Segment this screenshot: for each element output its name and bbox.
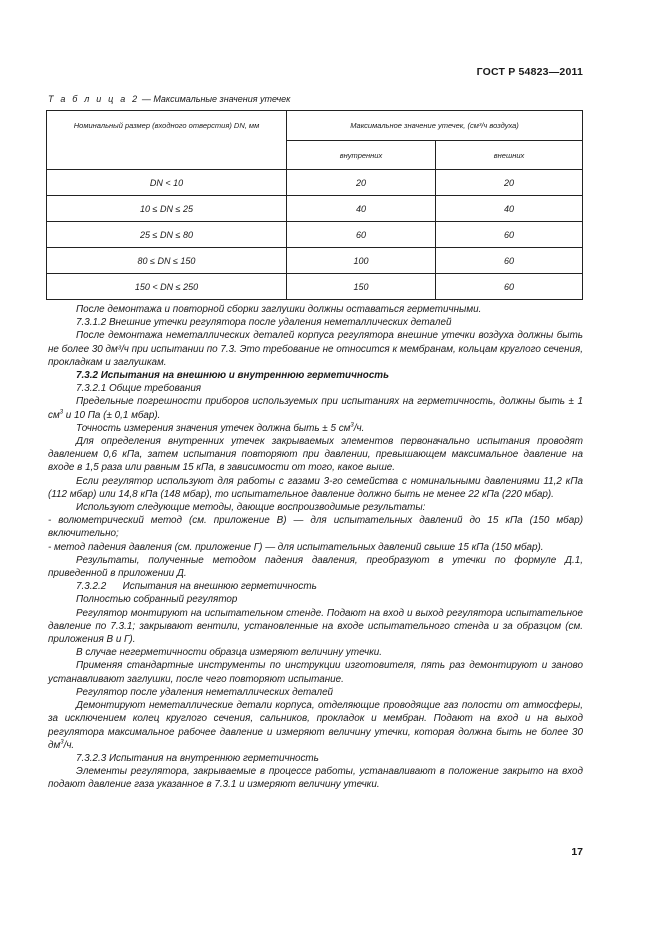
- paragraph: [48, 699, 583, 752]
- paragraph: После демонтажа неметаллических деталей корпуса регулятора внешние утечки воздуха должны быть не более 30 дм³/ч при испытании по 7.3. Это требование не относится к мембранам, кольцам круглого сечения, прокладкам и заглушкам.: [48, 330, 583, 368]
- cell-internal: 40: [287, 196, 436, 222]
- section-heading: 7.3.2 Испытания на внешнюю и внутреннюю герметичность: [76, 370, 389, 382]
- paragraph: Применяя стандартные инструменты по инструкции изготовителя, пять раз демонтируют и заново устанавливают заглушки, после чего повторяют испытание.: [48, 660, 583, 685]
- header-internal: внутренних: [287, 141, 436, 170]
- table-caption-title: — Максимальные значения утечек: [139, 94, 291, 104]
- paragraph: [48, 395, 583, 421]
- paragraph: Полностью собранный регулятор: [76, 594, 238, 606]
- cell-size: DN < 10: [47, 170, 287, 196]
- table-caption: [48, 94, 290, 104]
- superscript: 3: [60, 739, 64, 746]
- table-caption-label: Т а б л и ц а 2: [48, 94, 140, 104]
- subsection-heading: 7.3.1.2 Внешние утечки регулятора после удаления неметаллических деталей: [76, 317, 452, 329]
- cell-internal: 150: [287, 274, 436, 300]
- subsection-heading: 7.3.2.3 Испытания на внутреннюю герметичность: [76, 752, 319, 764]
- paragraph: В случае негерметичности образца измеряют величину утечки.: [76, 647, 383, 659]
- cell-size: 25 ≤ DN ≤ 80: [47, 222, 287, 248]
- paragraph: Регулятор после удаления неметаллических деталей: [76, 686, 334, 698]
- cell-external: 60: [436, 222, 583, 248]
- subsection-heading: 7.3.2.2 Испытания на внешнюю герметичность: [76, 581, 317, 593]
- table-row: [47, 222, 583, 248]
- paragraph: Результаты, полученные методом падения давления, преобразуют в утечки по формуле Д.1, приведенной в приложении Д.: [48, 554, 583, 580]
- superscript: 3: [59, 409, 64, 416]
- paragraph: Регулятор монтируют на испытательном стенде. Подают на вход и выход регулятора испытательное давление по 7.3.1; закрывают вентили, установленные на входе испытательного стенда и за образцом (см. приложения В и Г).: [48, 607, 583, 646]
- body-text: [48, 303, 583, 792]
- subsection-heading: 7.3.2.1 Общие требования: [76, 383, 202, 395]
- table-row: [47, 170, 583, 196]
- page-number: 17: [571, 846, 583, 858]
- table-row: [47, 196, 583, 222]
- cell-size: 80 ≤ DN ≤ 150: [47, 248, 287, 274]
- text-run: Точность измерения значения утечек должна быть ± 5 см: [76, 422, 351, 434]
- paragraph: Элементы регулятора, закрываемые в процессе работы, устанавливают в положение закрыто на вход подают давление газа указанное в 7.3.1 и измеряют величину утечки.: [48, 766, 583, 791]
- paragraph: После демонтажа и повторной сборки заглушки должны оставаться герметичными.: [76, 304, 482, 315]
- list-item: - метод падения давления (см. приложение Г) — для испытательных давлений свыше 15 кПа (150 мбар).: [48, 541, 544, 553]
- cell-internal: 100: [287, 248, 436, 274]
- paragraph: Используют следующие методы, дающие воспроизводимые результаты:: [76, 502, 426, 514]
- cell-external: 40: [436, 196, 583, 222]
- paragraph: Для определения внутренних утечек закрываемых элементов первоначально испытания проводят давлением 0,6 кПа, затем испытания повторяют при давлении, превышающем максимальное давление на входе в 1,5 раза или равным 15 кПа, в зависимости от того, какое выше.: [48, 436, 583, 474]
- paragraph: [48, 422, 583, 435]
- paragraph: Если регулятор используют для работы с газами 3-го семейства с номинальными давлениями 11,2 кПа (112 мбар) или 14,8 кПа (148 мбар), то испытательное давление должно быть не менее 22 кПа (220 мбар).: [48, 475, 583, 500]
- text-run: /ч.: [63, 739, 75, 751]
- cell-external: 60: [436, 274, 583, 300]
- text-run: /ч.: [353, 422, 365, 434]
- header-external: внешних: [436, 141, 583, 170]
- table-row: [47, 248, 583, 274]
- header-nominal-size: Номинальный размер (входного отверстия) DN, мм: [47, 111, 287, 170]
- text-run: Демонтируют неметаллические детали корпуса, отделяющие проводящие газ полости от атмосферы, за исключением колец круглого сечения, сальников, прокладок и мембран. Подают на вход и на выход регулятора максимальное рабочее давление и измеряют величину утечки, которая должна быть не более 30 дм: [48, 700, 583, 751]
- cell-size: 150 < DN ≤ 250: [47, 274, 287, 300]
- header-max-leak: Максимальное значение утечек, (см³/ч воздуха): [287, 111, 583, 141]
- cell-size: 10 ≤ DN ≤ 25: [47, 196, 287, 222]
- superscript: 3: [350, 422, 354, 429]
- table-row: [47, 274, 583, 300]
- list-item: - волюметрический метод (см. приложение В) — для испытательных давлений до 15 кПа (150 мбар) включительно;: [48, 515, 583, 540]
- leakage-table: [46, 110, 583, 300]
- cell-internal: 60: [287, 222, 436, 248]
- cell-internal: 20: [287, 170, 436, 196]
- cell-external: 60: [436, 248, 583, 274]
- text-run: Предельные погрешности приборов используемых при испытаниях на герметичность, должны быть ± 1 см: [48, 396, 583, 421]
- document-id: ГОСТ Р 54823—2011: [476, 66, 583, 78]
- text-run: и 10 Па (± 0,1 мбар).: [63, 409, 161, 421]
- cell-external: 20: [436, 170, 583, 196]
